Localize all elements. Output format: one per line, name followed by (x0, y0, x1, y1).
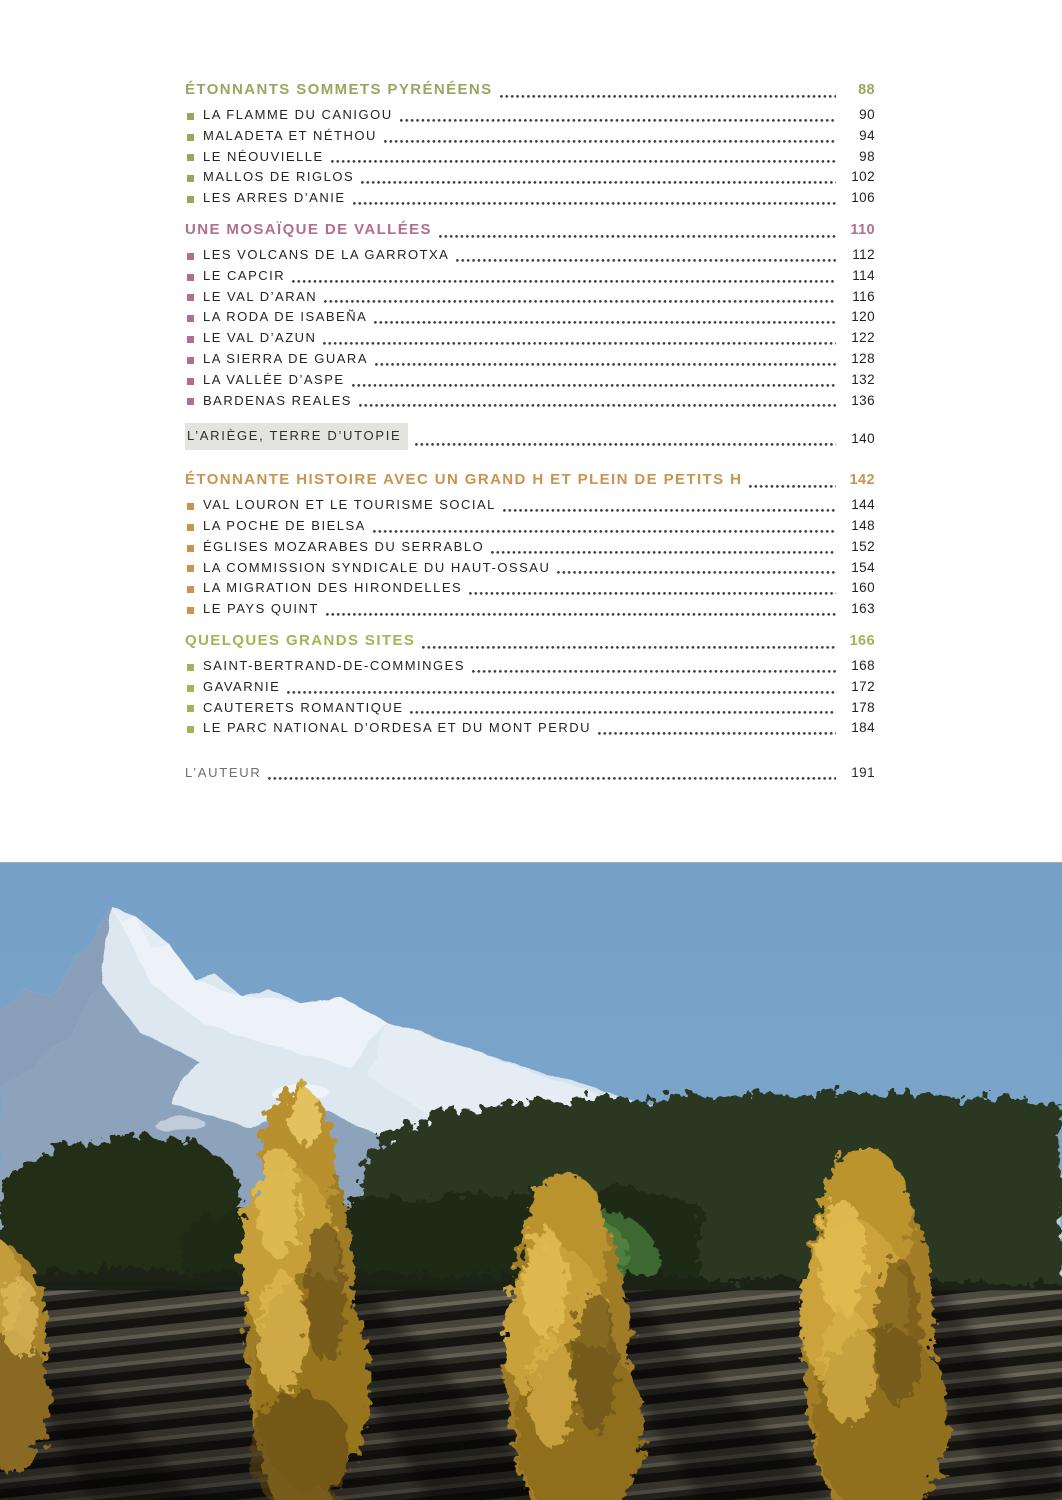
toc-entry-label: LA MIGRATION DES HIRONDELLES (203, 580, 463, 596)
toc-page-number: 94 (859, 127, 875, 143)
toc-item (185, 349, 875, 370)
bullet-square-icon (187, 315, 194, 322)
toc-section-title: QUELQUES GRANDS SITES (185, 631, 416, 649)
bullet-square-icon (187, 378, 194, 385)
toc-entry-label: LES ARRES D’ANIE (203, 190, 346, 206)
dotted-leader (439, 235, 836, 238)
bullet-square-icon (187, 134, 194, 141)
toc-page-number: 112 (852, 246, 875, 262)
bullet-square-icon (187, 565, 194, 572)
toc-page-number: 88 (858, 82, 875, 98)
bullet-square-icon (187, 154, 194, 161)
dotted-leader (557, 571, 836, 574)
dotted-leader (331, 160, 836, 163)
toc-page-number: 106 (851, 190, 875, 206)
bullet-square-icon (187, 685, 194, 692)
toc-page-number: 166 (849, 632, 875, 649)
toc-entry-label: LE CAPCIR (203, 267, 286, 283)
toc-item (185, 537, 875, 558)
toc-entry-label: L’ARIÈGE, TERRE D’UTOPIE (185, 423, 408, 450)
toc-page-number: 128 (851, 350, 875, 366)
toc-entry-label: LE PAYS QUINT (203, 601, 319, 617)
dotted-leader (469, 592, 836, 595)
toc-item (185, 188, 875, 209)
toc-section (185, 468, 875, 620)
toc-item (185, 495, 875, 516)
bullet-square-icon (187, 503, 194, 510)
bullet-square-icon (187, 253, 194, 260)
toc-section-title: ÉTONNANTE HISTOIRE AVEC UN GRAND H ET PLEIN DE PETITS H (185, 471, 743, 489)
dotted-leader (500, 95, 836, 98)
dotted-leader (359, 404, 836, 407)
toc-entry-label: LE NÉOUVIELLE (203, 148, 324, 164)
toc-entry-label: BARDENAS REALES (203, 392, 352, 408)
toc-page-number: 144 (851, 497, 875, 513)
toc-entry-label: SAINT-BERTRAND-DE-COMMINGES (203, 657, 465, 673)
bullet-square-icon (187, 586, 194, 593)
dotted-leader (353, 202, 837, 205)
toc-item (185, 287, 875, 308)
dotted-leader (400, 119, 836, 122)
dotted-leader (374, 321, 836, 324)
dotted-leader (326, 613, 836, 616)
toc-entry-label: LA FLAMME DU CANIGOU (203, 107, 393, 122)
toc-item (185, 167, 875, 188)
toc-page-number: 168 (851, 657, 875, 673)
toc-section-heading (185, 218, 875, 242)
toc-page-number: 142 (849, 472, 875, 489)
toc-entry-label: LA VALLÉE D’ASPE (203, 371, 345, 387)
toc-page-number: 132 (851, 371, 875, 387)
toc-entry-label: LA POCHE DE BIELSA (203, 517, 366, 533)
dotted-leader (287, 691, 836, 694)
toc-page-number: 116 (852, 288, 875, 304)
bullet-square-icon (187, 357, 194, 364)
bullet-square-icon (187, 726, 194, 733)
dotted-leader (749, 485, 836, 488)
toc-entry-label: VAL LOURON ET LE TOURISME SOCIAL (203, 497, 496, 513)
toc-page-number: 148 (851, 517, 875, 533)
toc-standalone-highlighted (185, 423, 875, 450)
toc-page-number: 122 (851, 330, 875, 346)
toc-item (185, 698, 875, 719)
toc-entry-label: LA COMMISSION SYNDICALE DU HAUT-OSSAU (203, 559, 551, 575)
bullet-square-icon (187, 545, 194, 552)
dotted-leader (384, 140, 836, 143)
toc-item (185, 578, 875, 599)
toc-entry-label: LA RODA DE ISABEÑA (203, 309, 368, 325)
toc-page-number: 136 (851, 392, 875, 408)
toc-page-number: 184 (851, 720, 875, 736)
toc-section-heading (185, 468, 875, 492)
toc-item (185, 245, 875, 266)
toc-standalone (185, 763, 875, 784)
toc-page-number: 152 (851, 538, 875, 554)
bullet-square-icon (187, 196, 194, 203)
toc-entry-label: CAUTERETS ROMANTIQUE (203, 699, 404, 715)
bullet-square-icon (187, 113, 194, 120)
toc-page-number: 154 (851, 559, 875, 575)
table-of-contents (185, 78, 875, 784)
toc-entry-label: LE VAL D’ARAN (203, 288, 318, 304)
toc-section-heading (185, 78, 875, 102)
toc-page-number: 98 (859, 148, 875, 164)
toc-item (185, 266, 875, 287)
toc-entry-label: GAVARNIE (203, 678, 281, 694)
toc-page-number: 191 (851, 765, 875, 781)
bullet-square-icon (187, 398, 194, 405)
toc-entry-label: LE VAL D’AZUN (203, 330, 317, 346)
bullet-square-icon (187, 705, 194, 712)
toc-section (185, 218, 875, 411)
toc-entry-label: LA SIERRA DE GUARA (203, 350, 368, 366)
bullet-square-icon (187, 664, 194, 671)
toc-page-number: 163 (851, 601, 875, 617)
toc-item (185, 328, 875, 349)
toc-item (185, 391, 875, 412)
toc-entry-label: LE PARC NATIONAL D’ORDESA ET DU MONT PERDU (203, 720, 592, 736)
toc-item (185, 126, 875, 147)
dotted-leader (361, 181, 836, 184)
toc-entry-label: ÉGLISES MOZARABES DU SERRABLO (203, 538, 485, 554)
dotted-leader (415, 443, 836, 446)
toc-page-number: 140 (851, 431, 875, 447)
bullet-square-icon (187, 524, 194, 531)
toc-item (185, 558, 875, 579)
bullet-square-icon (187, 336, 194, 343)
toc-item (185, 105, 875, 126)
dotted-leader (324, 300, 836, 303)
dotted-leader (375, 363, 836, 366)
toc-entry-label: MALADETA ET NÉTHOU (203, 127, 377, 143)
toc-section (185, 629, 875, 739)
toc-page-number: 172 (851, 678, 875, 694)
dotted-leader (491, 551, 836, 554)
toc-section-heading (185, 629, 875, 653)
toc-page-number: 160 (851, 580, 875, 596)
dotted-leader (422, 646, 836, 649)
toc-page-number: 120 (851, 309, 875, 325)
dotted-leader (292, 280, 836, 283)
bullet-square-icon (187, 607, 194, 614)
toc-section (185, 78, 875, 209)
toc-item (185, 516, 875, 537)
toc-section-title: UNE MOSAÏQUE DE VALLÉES (185, 220, 432, 238)
toc-entry-label: L’AUTEUR (185, 765, 262, 781)
toc-item (185, 677, 875, 698)
dotted-leader (598, 732, 836, 735)
toc-page-number: 90 (859, 107, 875, 122)
landscape-photo-art (0, 863, 1062, 1500)
bullet-square-icon (187, 294, 194, 301)
toc-entry-label: LES VOLCANS DE LA GARROTXA (203, 246, 450, 262)
dotted-leader (472, 670, 836, 673)
toc-page-number: 102 (851, 169, 875, 185)
bullet-square-icon (187, 274, 194, 281)
dotted-leader (323, 342, 836, 345)
toc-page-number: 178 (851, 699, 875, 715)
dotted-leader (352, 384, 836, 387)
dotted-leader (268, 777, 836, 780)
dotted-leader (456, 259, 836, 262)
toc-page-number: 114 (852, 267, 875, 283)
toc-item (185, 307, 875, 328)
bullet-square-icon (187, 175, 194, 182)
dotted-leader (373, 530, 836, 533)
dotted-leader (410, 711, 836, 714)
toc-item (185, 370, 875, 391)
landscape-photo (0, 862, 1062, 1500)
toc-page-number: 110 (850, 221, 875, 238)
toc-item (185, 656, 875, 677)
toc-item (185, 147, 875, 168)
toc-entry-label: MALLOS DE RIGLOS (203, 169, 355, 185)
dotted-leader (503, 509, 836, 512)
toc-item (185, 718, 875, 739)
toc-section-title: ÉTONNANTS SOMMETS PYRÉNÉENS (185, 81, 493, 98)
toc-item (185, 599, 875, 620)
